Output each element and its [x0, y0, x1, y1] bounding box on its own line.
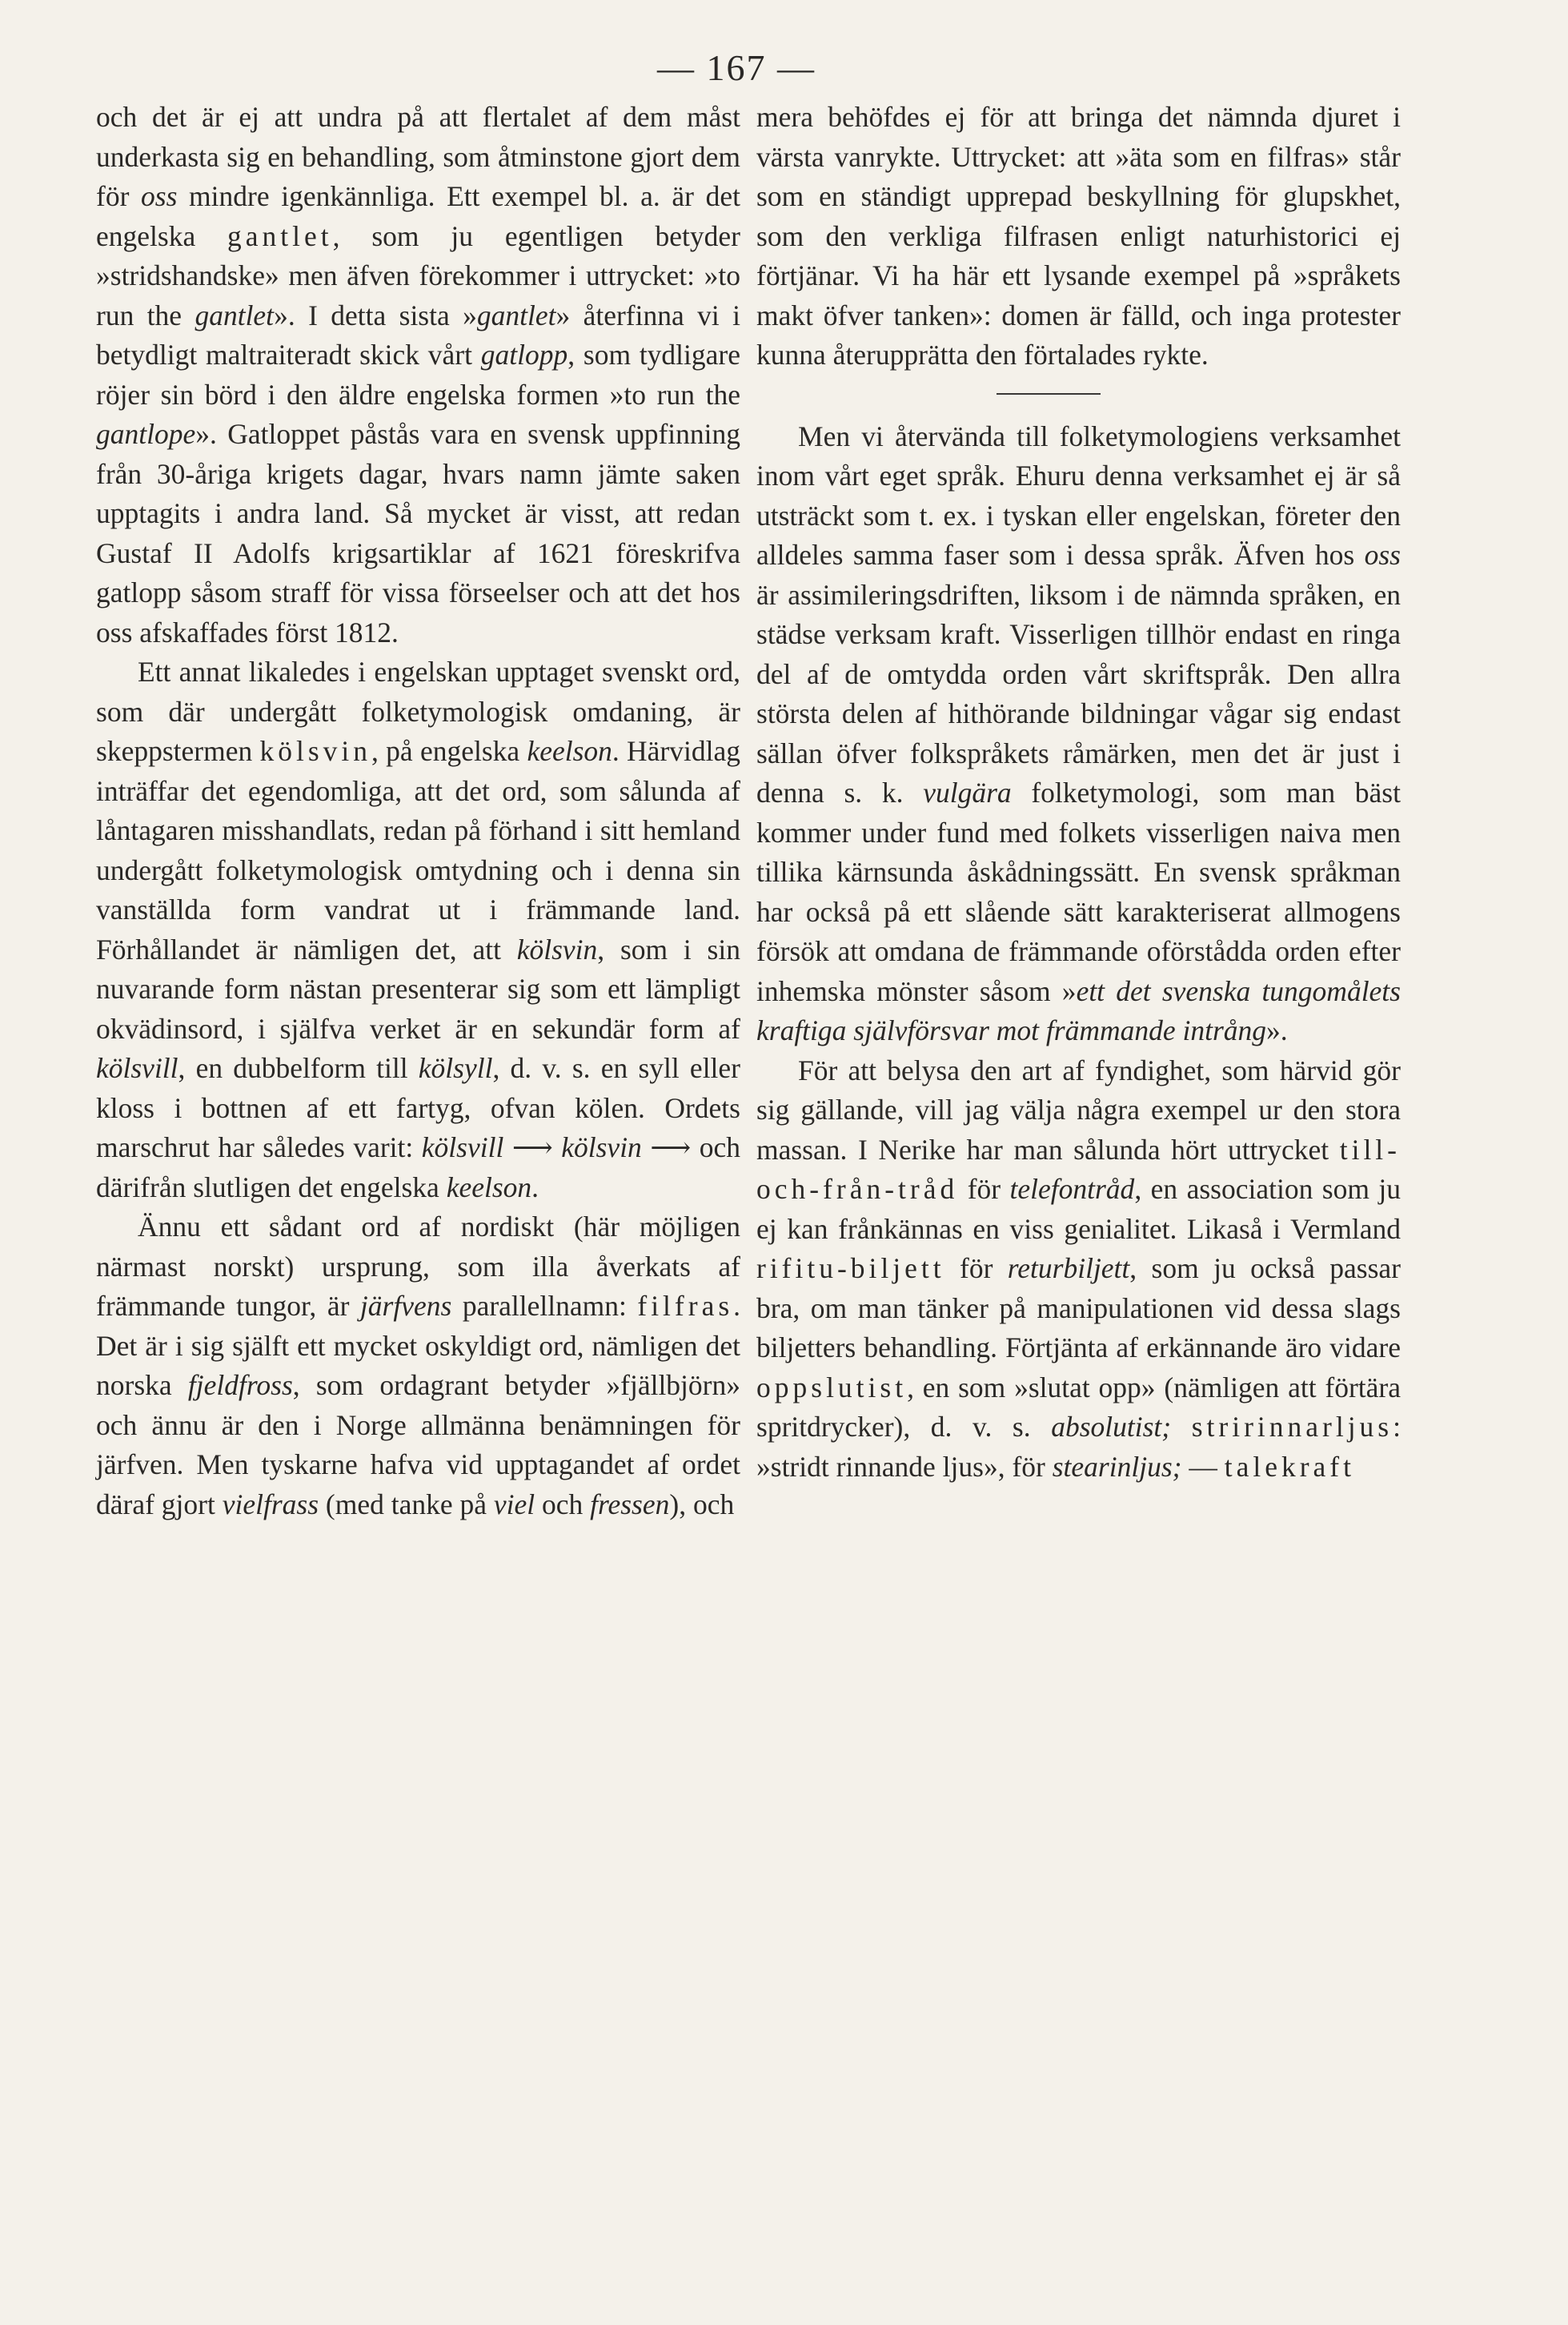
italic-term: oss: [141, 180, 178, 212]
text-run: ), och: [669, 1488, 735, 1520]
italic-term: gantlet: [476, 299, 556, 331]
italic-term: kölsvin: [561, 1131, 642, 1163]
italic-term: kölsvill: [421, 1131, 504, 1163]
text-run: och det är ej att undra på att flertalet af dem måst underkasta sig en behandling, som åtminstone gjort dem för: [96, 101, 740, 212]
spaced-term: stririnnarljus: [1191, 1411, 1394, 1443]
text-run: för: [958, 1173, 1010, 1205]
text-run: , som i sin nuvarande form nästan presenterar sig som ett lämpligt okvädinsord, i själfva verket är en sekundär form af: [96, 933, 740, 1045]
paragraph: [96, 98, 740, 653]
italic-term: ett det svenska tungomålets kraftiga självförsvar mot främmande intrång: [756, 974, 1401, 1046]
text-run: , som ju också passar bra, om man tänker på manipulationen vid dessa slags biljetters behandling. Förtjänta af erkännande äro vidare: [756, 1252, 1401, 1363]
italic-term: vulgära: [923, 777, 1012, 809]
text-run: folketymologi, som man bäst kommer under fund med folkets visserligen naiva men tillika kärnsunda åskådningssätt. En svensk språkman har också på ett slående sätt karakteriserat allmogens försök att omdana de främmande oförstådda orden efter inhemska mönster såsom »: [756, 777, 1401, 1007]
text-run: , som ordagrant betyder »fjällbjörn» och ännu är den i Norge allmänna benämningen för järfven. Men tyskarne hafva vid upptagandet af ordet däraf gjort: [96, 1369, 740, 1520]
text-run: Ännu ett sådant ord af nordiskt (här möjligen närmast norskt) ursprung, som illa åverkats af främmande tungor, är: [96, 1211, 740, 1322]
italic-term: viel: [493, 1488, 535, 1520]
italic-term: keelson: [527, 735, 612, 767]
spaced-term: till-och-från-tråd: [756, 1133, 1401, 1205]
text-run: » återfinna vi i betydligt maltraiteradt skick vårt: [96, 299, 740, 371]
text-run: , d. v. s. en syll eller kloss i bottnen af ett fartyg, ofvan kölen. Ordets marschrut har således varit:: [96, 1052, 740, 1163]
italic-term: oss: [1364, 539, 1401, 571]
italic-term: keelson: [446, 1171, 532, 1203]
italic-term: fjeldfross: [187, 1369, 293, 1401]
text-run: ». I detta sista »: [274, 299, 477, 331]
text-run: För att belysa den art af fyndighet, som härvid gör sig gällande, vill jag välja några exempel ur den stora massan. I Nerike har man sålunda hört uttrycket: [756, 1054, 1401, 1166]
spaced-term: filfras: [637, 1290, 734, 1322]
left-column: [96, 98, 740, 1524]
text-run: . Härvidlag inträffar det egendomliga, att det ord, som sålunda af låntagaren misshandlats, redan på förhand i sitt hemland undergått folketymologisk omtydning och i denna sin vanställda form vandrat ut i främmande land. Förhållandet är nämligen det, att: [96, 735, 740, 966]
text-run: (med tanke på: [319, 1488, 494, 1520]
italic-term: gantlet: [194, 299, 275, 331]
text-run: parallellnamn:: [451, 1290, 638, 1322]
spaced-term: kölsvin: [259, 735, 372, 767]
paragraph: [756, 417, 1401, 1051]
italic-term: gantlope: [96, 418, 196, 450]
text-run: , som tydligare röjer sin börd i den äldre engelska formen »to run the: [96, 339, 740, 411]
text-run: , en association som ju ej kan frånkännas en viss genialitet. Likaså i Vermland: [756, 1173, 1401, 1245]
text-run: . Det är i sig själft ett mycket oskyldigt ord, nämligen det norska: [96, 1290, 741, 1401]
paragraph: [756, 98, 1401, 375]
text-run: mera behöfdes ej för att bringa det nämnda djuret i värsta vanrykte. Uttrycket: att »äta som en filfras» står som en ständigt upprepad beskyllning för glupskhet, som den verkliga filfrasen enligt naturhistorici ej förtjänar. Vi ha här ett lysande exempel på »språkets makt öfver tanken»: domen är fälld, och inga protester kunna återupprätta den förtalades rykte.: [756, 101, 1401, 371]
section-divider: [997, 393, 1101, 395]
italic-term: stearinljus;: [1052, 1450, 1182, 1483]
text-run: för: [944, 1252, 1008, 1284]
right-column: [756, 98, 1401, 1487]
text-run: —: [1181, 1450, 1225, 1483]
text-run: : »stridt rinnande ljus», för: [756, 1411, 1401, 1483]
text-run: , en dubbelform till: [178, 1052, 419, 1084]
text-run: och: [535, 1488, 591, 1520]
italic-term: gatlopp: [480, 339, 568, 371]
italic-term: kölsvin: [516, 933, 598, 966]
text-run: Ett annat likaledes i engelskan upptaget svenskt ord, som där undergått folketymologisk omdaning, är skeppstermen: [96, 656, 740, 767]
italic-term: telefontråd: [1009, 1173, 1135, 1205]
text-run: .: [531, 1171, 539, 1203]
text-run: , som ju egentligen betyder »stridshandske» men äfven förekommer i uttrycket: »to run the: [96, 219, 740, 331]
page-number: — 167 —: [657, 47, 816, 88]
spaced-term: talekraft: [1224, 1450, 1355, 1483]
italic-term: järfvens: [359, 1290, 452, 1322]
text-run: , en som »slutat opp» (nämligen att förtära spritdrycker), d. v. s.: [756, 1371, 1401, 1443]
spaced-term: rifitu-biljett: [756, 1252, 945, 1284]
text-run: Men vi återvända till folketymologiens verksamhet inom vårt eget språk. Ehuru denna verksamhet ej är så utsträckt som t. ex. i tyskan eller engelskan, företer den alldeles samma faser som i dessa språk. Äfven hos: [756, 420, 1401, 571]
text-run: , på engelska: [371, 735, 527, 767]
text-run: ». Gatloppet påstås vara en svensk uppfinning från 30-åriga krigets dagar, hvars namn jämte saken upptagits i andra land. Så mycket är visst, att redan Gustaf II Adolfs krigsartiklar af 1621 föreskrifva gatlopp såsom straff för vissa förseelser och att det hos oss afskaffades först 1812.: [96, 418, 740, 649]
text-run: ».: [1266, 1014, 1288, 1046]
paragraph: [756, 1051, 1401, 1488]
text-run: ⟶ och därifrån slutligen det engelska: [96, 1131, 740, 1203]
italic-term: kölsyll: [418, 1052, 493, 1084]
paragraph: [96, 1207, 740, 1524]
text-run: mindre igenkännliga. Ett exempel bl. a. är det engelska: [96, 180, 740, 252]
text-run: är assimileringsdriften, liksom i de nämnda språken, en städse verksam kraft. Visserligen tillhör endast en ringa del af de omtydda orden vårt skriftspråk. Den allra största delen af hithörande bildningar vågar sig endast sällan öfver folkspråkets råmärken, men det är just i denna s. k.: [756, 578, 1401, 809]
italic-term: returbiljett: [1007, 1252, 1130, 1284]
italic-term: vielfrass: [222, 1488, 319, 1520]
italic-term: absolutist;: [1051, 1411, 1172, 1443]
paragraph: [96, 653, 740, 1207]
spaced-term: oppslutist: [756, 1371, 908, 1403]
text-run: ⟶: [503, 1131, 562, 1163]
spaced-term: gantlet: [227, 219, 333, 252]
text-run: [1171, 1411, 1192, 1443]
italic-term: fressen: [590, 1488, 670, 1520]
italic-term: kölsvill: [96, 1052, 178, 1084]
